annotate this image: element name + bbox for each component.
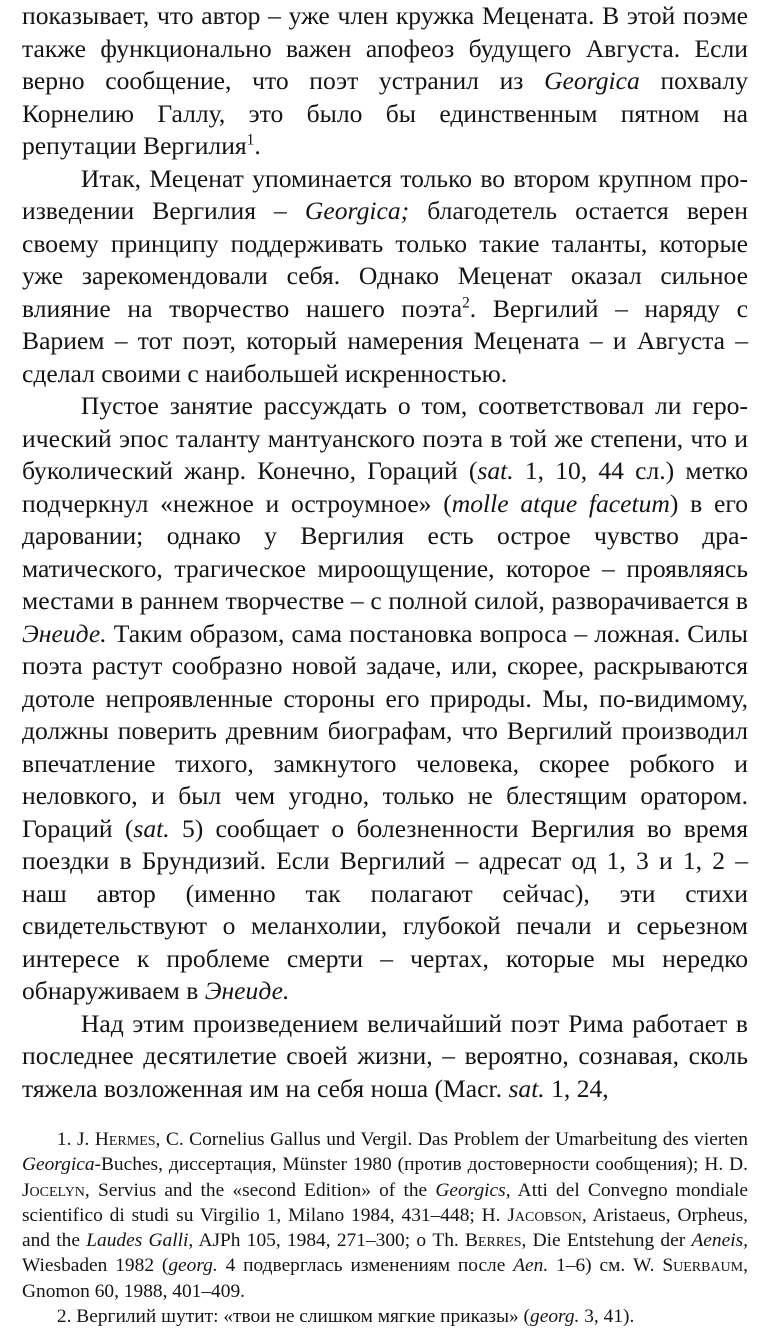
text-run: похвалу Корнелию Галлу, это было бы единственным пятном на репутации Вергилия — [22, 66, 749, 160]
footnotes — [22, 1127, 748, 1329]
text-run: Georgica — [22, 1154, 95, 1176]
text-run: Aeneis, — [691, 1230, 748, 1252]
text-run: sat. — [133, 813, 170, 843]
text-run: 1–6) см. W. — [548, 1255, 663, 1277]
author-name: Hermes — [94, 1129, 156, 1150]
text-run: georg. — [530, 1306, 580, 1328]
author-name: Suerbaum — [662, 1255, 744, 1277]
footnote-ref: 1 — [246, 131, 255, 149]
author-name: Jacobson — [507, 1204, 582, 1226]
text-run: , Die Entstehung der — [521, 1230, 692, 1252]
text-run: Georgica — [544, 66, 640, 95]
text-run: Georgica; — [304, 196, 410, 225]
footnote-ref: 2 — [462, 293, 470, 311]
text-run: Над этим произведением величайший поэт Рима работает в последнее десятилетие своей жизни, – вероятно, сознавая, сколь тяжела возложенная им на себя ноша (Macr. — [22, 1008, 748, 1103]
text-run: 2. Вергилий шутит: «твои не слишком мягкие приказы» ( — [56, 1306, 531, 1328]
text-run: ) в его даровании; однако у Вергилия есть острое чувство драматического, трагическое мироощущение, которое – проявляясь местами в раннем творчестве – с полной силой, разворачивается в — [22, 488, 748, 615]
text-run: , Aristaeus, Orpheus, and the — [22, 1204, 748, 1252]
text-run: . Вергилий – наряду с Варием – тот поэт, который намерения Мецената – и Августа – сделал своими с наибольшей искренностью. — [22, 293, 748, 388]
text-run: , Servius and the «second Edition» of the — [84, 1179, 436, 1201]
text-run: Atti del Convegno mondiale scientifico di studi su Virgilio 1, Milano 1984, 431–448; H. — [22, 1179, 748, 1226]
text-run: Таким образом, сама постановка вопроса – ложная. Силы поэта растут сообразно новой задаче, или, скорее, раскрываются дотоле непроявленные стороны его природы. Мы, по-видимому, должны поверить древним биографам, что Вергилий производил впечатление тихого, замкнутого человека, скорее робкого и неловкого, и был чем угодно, только не блестящим оратором. Гораций ( — [22, 618, 748, 843]
text-run: . — [254, 131, 261, 160]
text-run: -Buches, диссертация, Münster 1980 (против достоверности сообщения); H. D. — [94, 1154, 748, 1176]
text-run: Энеиде. — [204, 976, 290, 1005]
author-name: Jocelyn — [22, 1179, 85, 1201]
footnote — [22, 1304, 748, 1329]
text-run: sat. — [477, 456, 514, 485]
text-run: Georgics, — [435, 1179, 511, 1201]
text-run: georg. — [168, 1255, 218, 1277]
text-run: AJPh 105, 1984, 271–300; о Th. — [193, 1230, 466, 1252]
main-text — [22, 0, 748, 1105]
author-name: Berres — [465, 1230, 522, 1252]
text-run: 1, 10, 44 сл.) метко подчеркнул «нежное и остроумное» ( — [22, 456, 748, 518]
text-run: 1. J. — [56, 1129, 95, 1150]
text-run: sat. — [508, 1073, 545, 1103]
paragraph — [22, 1008, 748, 1106]
text-run: Aen. — [513, 1255, 549, 1277]
text-run: 5) сообщает о болезненности Вергилия во время поездки в Брундизий. Если Вергилий – адресат од 1, 3 и 1, 2 – наш автор (именно так полагают сейчас), эти стихи свидетельствуют о меланхолии, глубокой печали и серьезном интересе к проблеме смерти – чертах, которые мы нередко обнаруживаем в — [22, 813, 749, 1005]
text-run: благодетель остается верен своему принципу поддерживать только такие таланты, которые уже зарекомендовали себя. Однако Меценат оказал сильное влияние на творчество нашего поэта — [22, 196, 748, 323]
text-run: 3, 41). — [579, 1306, 635, 1328]
text-run: , Gnomon 60, 1988, 401–409. — [22, 1255, 748, 1302]
text-run: Энеиде. — [22, 618, 107, 648]
text-run: Итак, Меценат упоминается только во втором крупном произведении Вергилия – — [22, 163, 748, 225]
text-run: показывает, что автор – уже член кружка Мецената. В этой поэме также функционально важен апофеоз будущего Августа. Если верно сообщение, что поэт устранил из — [22, 1, 748, 95]
text-run: Пустое занятие рассуждать о том, соответствовал ли героический эпос таланту мантуанского поэта в той же степени, что и буколический жанр. Конечно, Гораций ( — [22, 391, 748, 485]
text-run: 4 подверглась изменениям после — [217, 1255, 514, 1277]
paragraph — [22, 0, 748, 163]
text-run: , C. Cornelius Gallus und Vergil. Das Problem der Umarbeitung des vierten — [155, 1129, 748, 1150]
footnote — [22, 1127, 748, 1304]
paragraph — [22, 163, 748, 391]
text-run: molle atque facetum — [451, 488, 670, 518]
text-run: Laudes Galli, — [86, 1230, 194, 1252]
text-run: Wiesbaden 1982 ( — [22, 1255, 169, 1277]
paragraph — [22, 390, 748, 1008]
text-run: 1, 24, — [544, 1073, 609, 1103]
